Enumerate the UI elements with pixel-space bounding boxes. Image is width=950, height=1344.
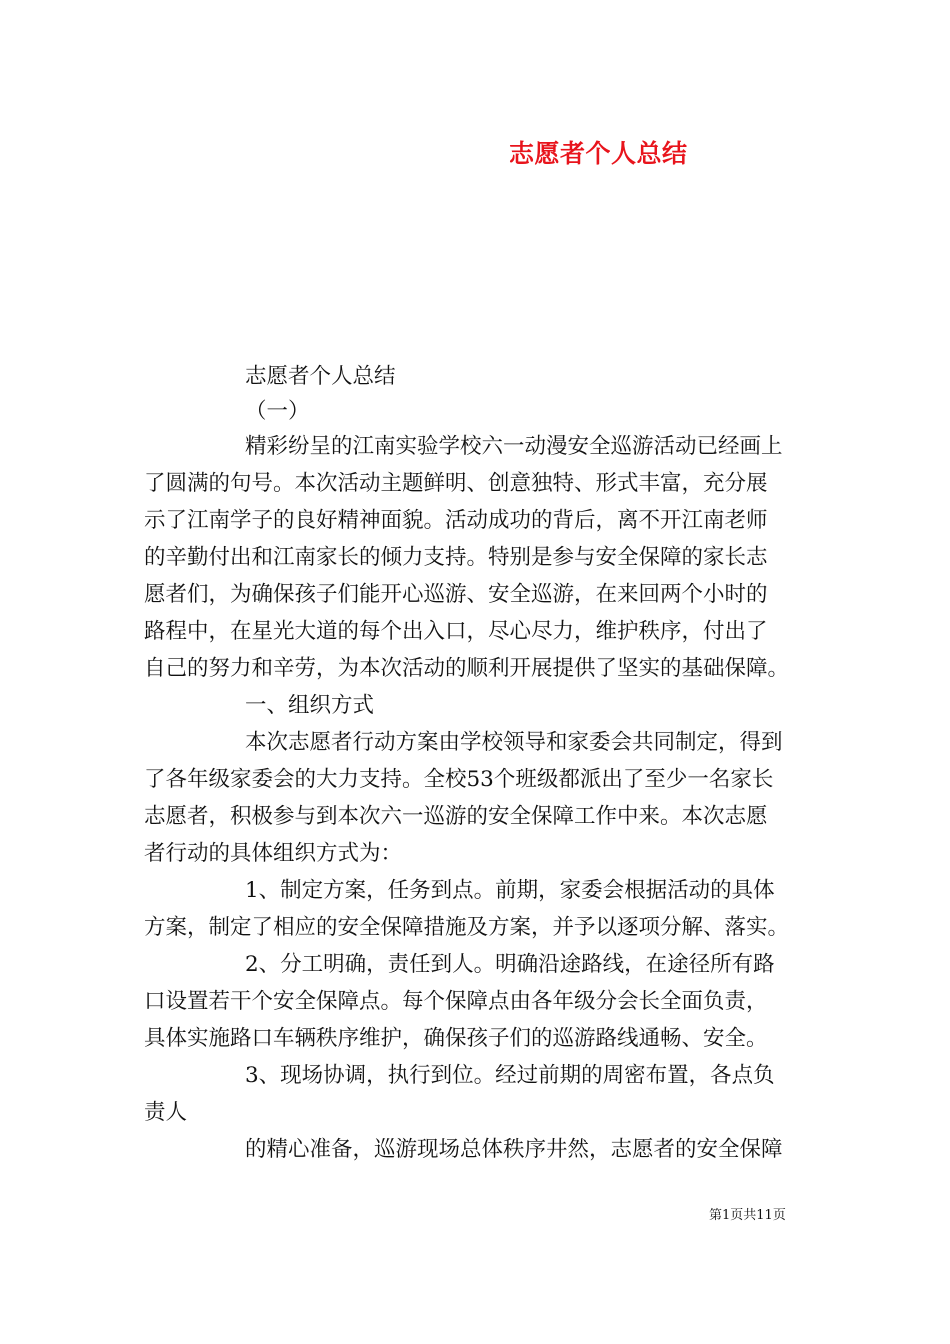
section-heading: 一、组织方式 <box>245 693 375 718</box>
paragraph-line: 本次志愿者行动方案由学校领导和家委会共同制定，得到 <box>245 730 783 755</box>
paragraph-line: 口设置若干个安全保障点。每个保障点由各年级分会长全面负责， <box>144 989 768 1014</box>
page-footer: 第1页共11页 <box>709 1208 786 1223</box>
paragraph-line: 示了江南学子的良好精神面貌。活动成功的背后，离不开江南老师 <box>144 508 768 533</box>
paragraph-line: 路程中，在星光大道的每个出入口，尽心尽力，维护秩序，付出了 <box>144 619 768 644</box>
section-number: （一） <box>245 399 310 424</box>
paragraph-line: 志愿者，积极参与到本次六一巡游的安全保障工作中来。本次志愿 <box>144 804 768 829</box>
list-item: 2、分工明确，责任到人。明确沿途路线，在途径所有路 <box>245 952 775 977</box>
document-title: 志愿者个人总结 <box>509 139 688 168</box>
paragraph-line: 方案，制定了相应的安全保障措施及方案，并予以逐项分解、落实。 <box>144 915 790 940</box>
paragraph-line: 具体实施路口车辆秩序维护，确保孩子们的巡游路线通畅、安全。 <box>144 1026 768 1051</box>
paragraph-line: 的精心准备，巡游现场总体秩序井然，志愿者的安全保障 <box>245 1137 783 1162</box>
list-item: 1、制定方案，任务到点。前期，家委会根据活动的具体 <box>245 878 775 903</box>
paragraph-line: 者行动的具体组织方式为： <box>144 841 403 866</box>
list-item: 3、现场协调，执行到位。经过前期的周密布置，各点负 <box>245 1063 775 1088</box>
paragraph-line: 精彩纷呈的江南实验学校六一动漫安全巡游活动已经画上 <box>245 434 783 459</box>
paragraph-line: 愿者们，为确保孩子们能开心巡游、安全巡游，在来回两个小时的 <box>144 582 768 607</box>
heading-line: 志愿者个人总结 <box>245 364 396 389</box>
paragraph-line: 责人 <box>144 1100 188 1125</box>
paragraph-line: 自己的努力和辛劳，为本次活动的顺利开展提供了坚实的基础保障。 <box>144 656 790 681</box>
paragraph-line: 了各年级家委会的大力支持。全校53个班级都派出了至少一名家长 <box>144 767 774 792</box>
paragraph-line: 的辛勤付出和江南家长的倾力支持。特别是参与安全保障的家长志 <box>144 545 768 570</box>
paragraph-line: 了圆满的句号。本次活动主题鲜明、创意独特、形式丰富，充分展 <box>144 471 768 496</box>
